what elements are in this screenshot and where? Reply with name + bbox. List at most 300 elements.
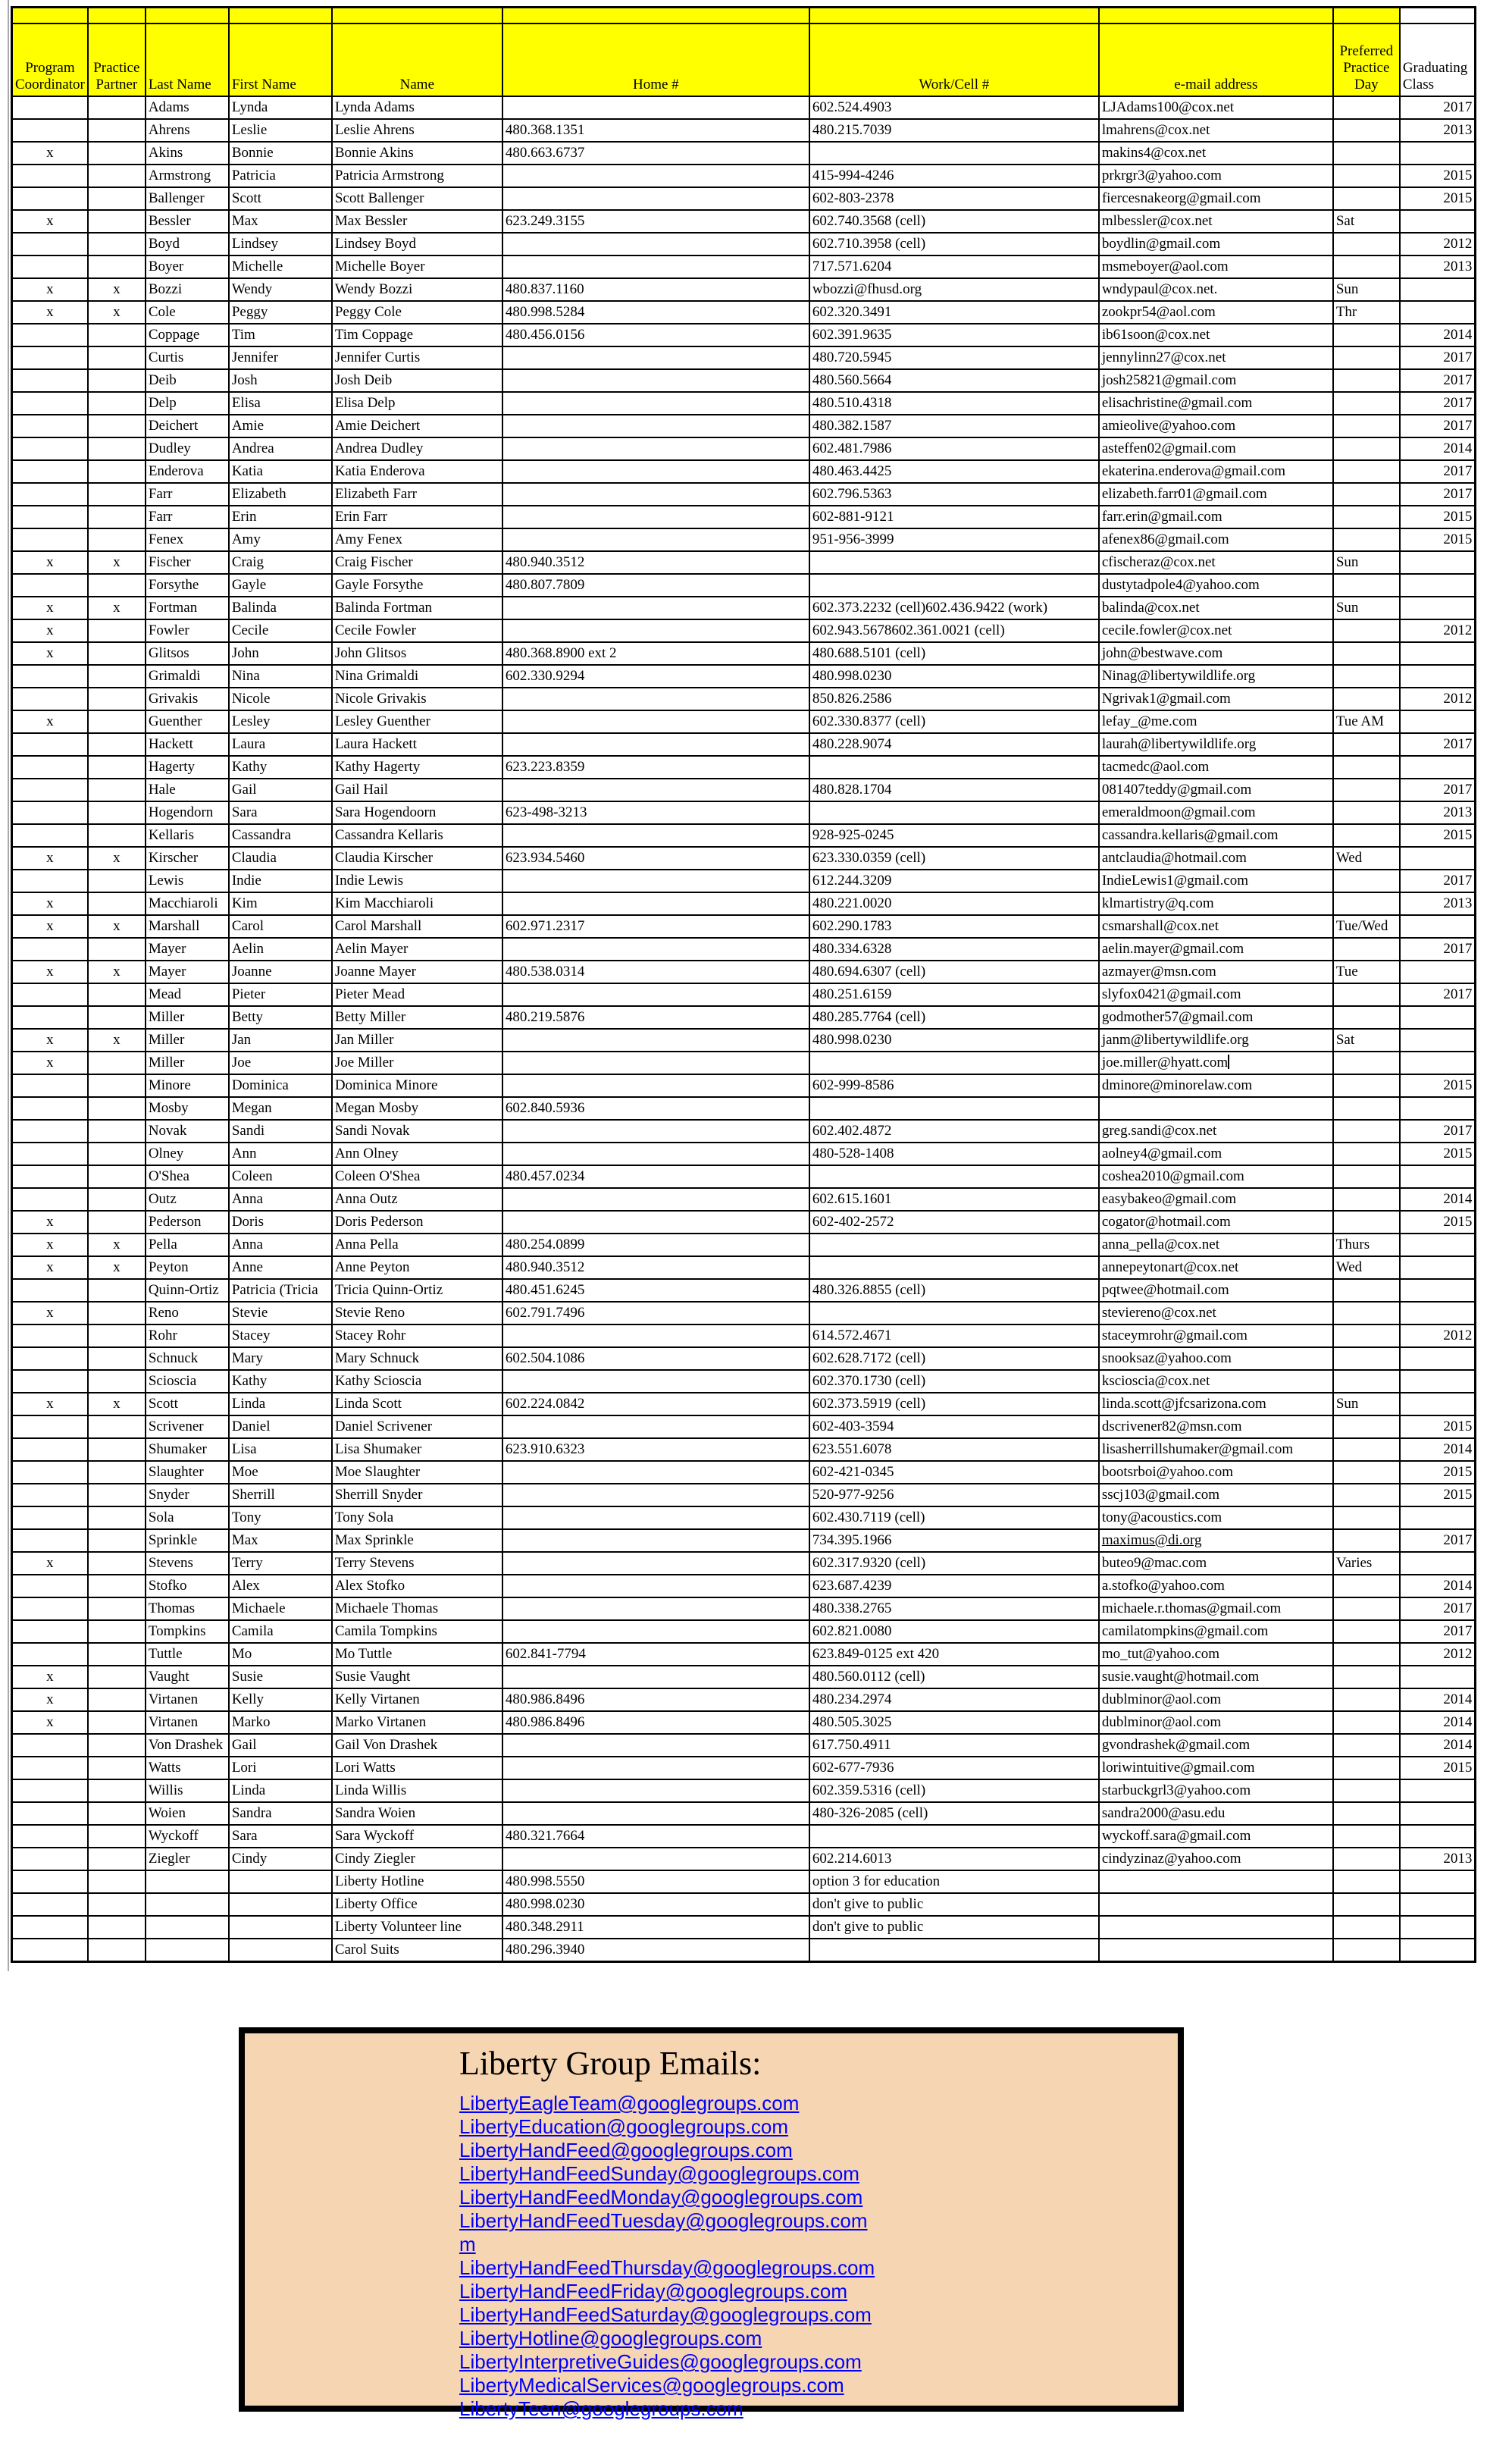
cell-practice-partner[interactable] — [88, 938, 146, 961]
cell-home-number[interactable] — [502, 710, 809, 733]
cell-email[interactable]: a.stofko@yahoo.com — [1099, 1575, 1333, 1597]
cell-first-name[interactable]: Lisa — [229, 1438, 332, 1461]
cell-graduating-class[interactable] — [1400, 278, 1476, 301]
cell-name[interactable]: Moe Slaughter — [332, 1461, 502, 1484]
cell-first-name[interactable]: Michelle — [229, 255, 332, 278]
cell-practice-partner[interactable] — [88, 1211, 146, 1234]
cell-program-coordinator[interactable] — [12, 1120, 88, 1143]
cell-practice-partner[interactable] — [88, 1916, 146, 1939]
cell-practice-partner[interactable] — [88, 1052, 146, 1074]
group-email-link[interactable]: LibertyEagleTeam@googlegroups.com — [459, 2092, 800, 2114]
cell-graduating-class[interactable] — [1400, 756, 1476, 779]
cell-first-name[interactable]: Peggy — [229, 301, 332, 324]
cell-practice-partner[interactable] — [88, 1279, 146, 1302]
cell-email[interactable]: greg.sandi@cox.net — [1099, 1120, 1333, 1143]
cell-program-coordinator[interactable]: x — [12, 1234, 88, 1256]
cell-preferred-day[interactable] — [1333, 574, 1400, 597]
cell-email[interactable] — [1099, 1916, 1333, 1939]
cell-preferred-day[interactable] — [1333, 1188, 1400, 1211]
top-spacer-cell-class[interactable] — [1400, 8, 1476, 24]
cell-home-number[interactable] — [502, 187, 809, 210]
cell-home-number[interactable]: 480.457.0234 — [502, 1165, 809, 1188]
cell-program-coordinator[interactable]: x — [12, 1029, 88, 1052]
cell-practice-partner[interactable]: x — [88, 597, 146, 619]
cell-last-name[interactable]: O'Shea — [146, 1165, 229, 1188]
cell-graduating-class[interactable]: 2017 — [1400, 346, 1476, 369]
cell-name[interactable]: Gayle Forsythe — [332, 574, 502, 597]
cell-name[interactable]: Craig Fischer — [332, 551, 502, 574]
cell-home-number[interactable]: 480.807.7809 — [502, 574, 809, 597]
cell-first-name[interactable]: Nicole — [229, 688, 332, 710]
cell-email[interactable]: dublminor@aol.com — [1099, 1688, 1333, 1711]
cell-preferred-day[interactable] — [1333, 1461, 1400, 1484]
group-email-link[interactable]: m — [459, 2233, 476, 2256]
cell-first-name[interactable]: Laura — [229, 733, 332, 756]
top-spacer-cell-day[interactable] — [1333, 8, 1400, 24]
cell-name[interactable]: Kelly Virtanen — [332, 1688, 502, 1711]
cell-graduating-class[interactable]: 2017 — [1400, 415, 1476, 437]
cell-last-name[interactable]: Delp — [146, 392, 229, 415]
cell-work-cell-number[interactable]: 480.505.3025 — [809, 1711, 1099, 1734]
cell-program-coordinator[interactable] — [12, 756, 88, 779]
cell-work-cell-number[interactable]: 480.338.2765 — [809, 1597, 1099, 1620]
group-email-link[interactable]: LibertyHandFeedThursday@googlegroups.com — [459, 2256, 875, 2279]
cell-last-name[interactable] — [146, 1870, 229, 1893]
cell-first-name[interactable]: Camila — [229, 1620, 332, 1643]
cell-practice-partner[interactable] — [88, 1939, 146, 1962]
cell-email[interactable]: bootsrboi@yahoo.com — [1099, 1461, 1333, 1484]
cell-work-cell-number[interactable]: 614.572.4671 — [809, 1324, 1099, 1347]
cell-last-name[interactable]: Adams — [146, 96, 229, 119]
cell-program-coordinator[interactable] — [12, 96, 88, 119]
cell-home-number[interactable]: 623.934.5460 — [502, 847, 809, 870]
cell-practice-partner[interactable] — [88, 187, 146, 210]
cell-work-cell-number[interactable]: 480.326.8855 (cell) — [809, 1279, 1099, 1302]
cell-home-number[interactable]: 480.296.3940 — [502, 1939, 809, 1962]
cell-name[interactable]: Sandi Novak — [332, 1120, 502, 1143]
cell-program-coordinator[interactable]: x — [12, 1711, 88, 1734]
cell-program-coordinator[interactable] — [12, 1802, 88, 1825]
cell-graduating-class[interactable]: 2017 — [1400, 983, 1476, 1006]
cell-graduating-class[interactable]: 2012 — [1400, 688, 1476, 710]
cell-home-number[interactable]: 602.840.5936 — [502, 1097, 809, 1120]
cell-email[interactable]: IndieLewis1@gmail.com — [1099, 870, 1333, 892]
cell-work-cell-number[interactable]: 602.330.8377 (cell) — [809, 710, 1099, 733]
group-email-link[interactable]: LibertyHotline@googlegroups.com — [459, 2327, 762, 2350]
cell-graduating-class[interactable]: 2017 — [1400, 779, 1476, 801]
cell-last-name[interactable] — [146, 1939, 229, 1962]
cell-last-name[interactable]: Pella — [146, 1234, 229, 1256]
cell-work-cell-number[interactable]: 520-977-9256 — [809, 1484, 1099, 1506]
cell-work-cell-number[interactable]: 480.560.5664 — [809, 369, 1099, 392]
cell-preferred-day[interactable] — [1333, 119, 1400, 142]
cell-preferred-day[interactable]: Sun — [1333, 278, 1400, 301]
cell-practice-partner[interactable]: x — [88, 915, 146, 938]
cell-email[interactable]: ekaterina.enderova@gmail.com — [1099, 460, 1333, 483]
cell-program-coordinator[interactable] — [12, 1370, 88, 1393]
cell-name[interactable]: Doris Pederson — [332, 1211, 502, 1234]
cell-graduating-class[interactable]: 2013 — [1400, 1848, 1476, 1870]
cell-home-number[interactable]: 480.837.1160 — [502, 278, 809, 301]
cell-program-coordinator[interactable]: x — [12, 278, 88, 301]
cell-first-name[interactable]: Linda — [229, 1393, 332, 1415]
cell-name[interactable]: Balinda Fortman — [332, 597, 502, 619]
cell-last-name[interactable]: Stofko — [146, 1575, 229, 1597]
cell-home-number[interactable] — [502, 1143, 809, 1165]
cell-home-number[interactable] — [502, 597, 809, 619]
cell-last-name[interactable]: Scott — [146, 1393, 229, 1415]
cell-last-name[interactable]: Mayer — [146, 961, 229, 983]
cell-email[interactable] — [1099, 1870, 1333, 1893]
cell-practice-partner[interactable] — [88, 1165, 146, 1188]
cell-name[interactable]: Katia Enderova — [332, 460, 502, 483]
cell-last-name[interactable]: Mayer — [146, 938, 229, 961]
cell-name[interactable]: Liberty Hotline — [332, 1870, 502, 1893]
cell-program-coordinator[interactable] — [12, 1620, 88, 1643]
cell-first-name[interactable]: Aelin — [229, 938, 332, 961]
cell-email[interactable]: susie.vaught@hotmail.com — [1099, 1666, 1333, 1688]
cell-work-cell-number[interactable] — [809, 1302, 1099, 1324]
cell-home-number[interactable] — [502, 392, 809, 415]
cell-email[interactable]: slyfox0421@gmail.com — [1099, 983, 1333, 1006]
cell-practice-partner[interactable] — [88, 1143, 146, 1165]
cell-name[interactable]: Lindsey Boyd — [332, 233, 502, 255]
cell-program-coordinator[interactable] — [12, 1916, 88, 1939]
cell-last-name[interactable]: Sola — [146, 1506, 229, 1529]
cell-preferred-day[interactable] — [1333, 1666, 1400, 1688]
cell-preferred-day[interactable]: Tue/Wed — [1333, 915, 1400, 938]
cell-home-number[interactable] — [502, 1802, 809, 1825]
cell-work-cell-number[interactable]: 602.373.2232 (cell)602.436.9422 (work) — [809, 597, 1099, 619]
cell-graduating-class[interactable] — [1400, 1256, 1476, 1279]
cell-email[interactable]: godmother57@gmail.com — [1099, 1006, 1333, 1029]
cell-work-cell-number[interactable]: 602.391.9635 — [809, 324, 1099, 346]
cell-graduating-class[interactable] — [1400, 665, 1476, 688]
cell-home-number[interactable] — [502, 1188, 809, 1211]
cell-preferred-day[interactable] — [1333, 1165, 1400, 1188]
cell-email[interactable]: josh25821@gmail.com — [1099, 369, 1333, 392]
cell-email[interactable]: anna_pella@cox.net — [1099, 1234, 1333, 1256]
cell-name[interactable]: Liberty Office — [332, 1893, 502, 1916]
cell-work-cell-number[interactable]: 480.221.0020 — [809, 892, 1099, 915]
cell-work-cell-number[interactable]: 602.402.4872 — [809, 1120, 1099, 1143]
cell-practice-partner[interactable] — [88, 1870, 146, 1893]
cell-email[interactable]: staceymrohr@gmail.com — [1099, 1324, 1333, 1347]
cell-name[interactable]: Lisa Shumaker — [332, 1438, 502, 1461]
cell-preferred-day[interactable] — [1333, 1779, 1400, 1802]
cell-preferred-day[interactable] — [1333, 688, 1400, 710]
cell-graduating-class[interactable] — [1400, 1893, 1476, 1916]
cell-practice-partner[interactable] — [88, 1802, 146, 1825]
cell-email[interactable]: kscioscia@cox.net — [1099, 1370, 1333, 1393]
cell-graduating-class[interactable]: 2012 — [1400, 1643, 1476, 1666]
cell-last-name[interactable]: Watts — [146, 1757, 229, 1779]
cell-program-coordinator[interactable]: x — [12, 1666, 88, 1688]
cell-email[interactable]: lisasherrillshumaker@gmail.com — [1099, 1438, 1333, 1461]
cell-last-name[interactable]: Miller — [146, 1029, 229, 1052]
cell-last-name[interactable]: Farr — [146, 506, 229, 528]
cell-name[interactable]: Scott Ballenger — [332, 187, 502, 210]
cell-graduating-class[interactable]: 2017 — [1400, 1529, 1476, 1552]
cell-email[interactable]: cassandra.kellaris@gmail.com — [1099, 824, 1333, 847]
cell-first-name[interactable]: Max — [229, 1529, 332, 1552]
cell-program-coordinator[interactable] — [12, 1165, 88, 1188]
cell-last-name[interactable]: Miller — [146, 1006, 229, 1029]
cell-email[interactable]: john@bestwave.com — [1099, 642, 1333, 665]
cell-name[interactable]: Nicole Grivakis — [332, 688, 502, 710]
cell-name[interactable]: Tim Coppage — [332, 324, 502, 346]
cell-home-number[interactable]: 602.224.0842 — [502, 1393, 809, 1415]
cell-first-name[interactable]: Kelly — [229, 1688, 332, 1711]
cell-first-name[interactable]: Linda — [229, 1779, 332, 1802]
group-email-link[interactable]: LibertyHandFeedTuesday@googlegroups.com — [459, 2209, 868, 2232]
cell-graduating-class[interactable] — [1400, 597, 1476, 619]
cell-first-name[interactable]: Anne — [229, 1256, 332, 1279]
cell-last-name[interactable]: Bessler — [146, 210, 229, 233]
cell-preferred-day[interactable] — [1333, 1438, 1400, 1461]
cell-last-name[interactable]: Farr — [146, 483, 229, 506]
cell-first-name[interactable]: Sandi — [229, 1120, 332, 1143]
cell-last-name[interactable]: Dudley — [146, 437, 229, 460]
cell-first-name[interactable]: Amy — [229, 528, 332, 551]
top-spacer-cell-pp[interactable] — [88, 8, 146, 24]
cell-graduating-class[interactable]: 2013 — [1400, 801, 1476, 824]
cell-name[interactable]: Max Sprinkle — [332, 1529, 502, 1552]
cell-practice-partner[interactable] — [88, 1734, 146, 1757]
cell-last-name[interactable]: Hogendorn — [146, 801, 229, 824]
cell-last-name[interactable]: Hale — [146, 779, 229, 801]
cell-practice-partner[interactable] — [88, 1347, 146, 1370]
cell-first-name[interactable]: Tim — [229, 324, 332, 346]
cell-practice-partner[interactable] — [88, 1643, 146, 1666]
cell-email[interactable]: klmartistry@q.com — [1099, 892, 1333, 915]
cell-preferred-day[interactable] — [1333, 824, 1400, 847]
cell-name[interactable]: Laura Hackett — [332, 733, 502, 756]
cell-home-number[interactable]: 623.249.3155 — [502, 210, 809, 233]
cell-graduating-class[interactable] — [1400, 574, 1476, 597]
cell-email[interactable]: mo_tut@yahoo.com — [1099, 1643, 1333, 1666]
cell-last-name[interactable]: Virtanen — [146, 1711, 229, 1734]
cell-work-cell-number[interactable]: 415-994-4246 — [809, 165, 1099, 187]
cell-first-name[interactable]: Claudia — [229, 847, 332, 870]
cell-practice-partner[interactable] — [88, 1552, 146, 1575]
cell-graduating-class[interactable]: 2014 — [1400, 1575, 1476, 1597]
cell-program-coordinator[interactable] — [12, 1643, 88, 1666]
cell-name[interactable]: Kathy Hagerty — [332, 756, 502, 779]
cell-graduating-class[interactable]: 2014 — [1400, 437, 1476, 460]
cell-practice-partner[interactable]: x — [88, 551, 146, 574]
cell-work-cell-number[interactable]: 602-881-9121 — [809, 506, 1099, 528]
cell-work-cell-number[interactable]: 602.740.3568 (cell) — [809, 210, 1099, 233]
cell-email[interactable]: dustytadpole4@yahoo.com — [1099, 574, 1333, 597]
cell-program-coordinator[interactable] — [12, 392, 88, 415]
cell-program-coordinator[interactable] — [12, 437, 88, 460]
cell-email[interactable]: zookpr54@aol.com — [1099, 301, 1333, 324]
cell-last-name[interactable]: Wyckoff — [146, 1825, 229, 1848]
cell-home-number[interactable] — [502, 824, 809, 847]
cell-first-name[interactable]: Susie — [229, 1666, 332, 1688]
cell-practice-partner[interactable] — [88, 756, 146, 779]
cell-first-name[interactable]: Wendy — [229, 278, 332, 301]
cell-home-number[interactable] — [502, 870, 809, 892]
cell-email[interactable]: LJAdams100@cox.net — [1099, 96, 1333, 119]
cell-preferred-day[interactable]: Thurs — [1333, 1234, 1400, 1256]
column-header-day[interactable]: Preferred Practice Day — [1333, 24, 1400, 96]
cell-practice-partner[interactable] — [88, 1006, 146, 1029]
cell-graduating-class[interactable]: 2015 — [1400, 824, 1476, 847]
cell-practice-partner[interactable] — [88, 1825, 146, 1848]
group-email-link[interactable]: LibertyHandFeed@googlegroups.com — [459, 2139, 793, 2161]
cell-work-cell-number[interactable]: 602-803-2378 — [809, 187, 1099, 210]
cell-program-coordinator[interactable] — [12, 1939, 88, 1962]
cell-name[interactable]: Linda Willis — [332, 1779, 502, 1802]
cell-program-coordinator[interactable]: x — [12, 961, 88, 983]
cell-preferred-day[interactable] — [1333, 142, 1400, 165]
cell-home-number[interactable] — [502, 369, 809, 392]
cell-name[interactable]: Cecile Fowler — [332, 619, 502, 642]
cell-preferred-day[interactable] — [1333, 1711, 1400, 1734]
cell-name[interactable]: Anne Peyton — [332, 1256, 502, 1279]
cell-home-number[interactable] — [502, 619, 809, 642]
cell-work-cell-number[interactable]: 717.571.6204 — [809, 255, 1099, 278]
cell-home-number[interactable] — [502, 346, 809, 369]
cell-last-name[interactable]: Mosby — [146, 1097, 229, 1120]
cell-work-cell-number[interactable]: 602.710.3958 (cell) — [809, 233, 1099, 255]
cell-home-number[interactable] — [502, 1552, 809, 1575]
cell-email[interactable]: lmahrens@cox.net — [1099, 119, 1333, 142]
column-header-work[interactable]: Work/Cell # — [809, 24, 1099, 96]
cell-email[interactable]: aelin.mayer@gmail.com — [1099, 938, 1333, 961]
cell-home-number[interactable] — [502, 688, 809, 710]
cell-email[interactable]: 081407teddy@gmail.com — [1099, 779, 1333, 801]
cell-program-coordinator[interactable] — [12, 324, 88, 346]
cell-last-name[interactable]: Macchiaroli — [146, 892, 229, 915]
cell-program-coordinator[interactable] — [12, 1734, 88, 1757]
cell-last-name[interactable]: Fowler — [146, 619, 229, 642]
cell-name[interactable]: Peggy Cole — [332, 301, 502, 324]
cell-name[interactable]: Carol Suits — [332, 1939, 502, 1962]
cell-work-cell-number[interactable]: 480.998.0230 — [809, 665, 1099, 688]
cell-last-name[interactable]: Stevens — [146, 1552, 229, 1575]
cell-email[interactable]: fiercesnakeorg@gmail.com — [1099, 187, 1333, 210]
cell-first-name[interactable]: Lindsey — [229, 233, 332, 255]
cell-graduating-class[interactable] — [1400, 961, 1476, 983]
cell-graduating-class[interactable]: 2014 — [1400, 1438, 1476, 1461]
cell-work-cell-number[interactable] — [809, 1165, 1099, 1188]
cell-preferred-day[interactable] — [1333, 415, 1400, 437]
cell-last-name[interactable]: Scrivener — [146, 1415, 229, 1438]
cell-graduating-class[interactable] — [1400, 210, 1476, 233]
cell-preferred-day[interactable] — [1333, 938, 1400, 961]
cell-practice-partner[interactable] — [88, 437, 146, 460]
cell-last-name[interactable]: Grimaldi — [146, 665, 229, 688]
cell-graduating-class[interactable] — [1400, 1165, 1476, 1188]
cell-name[interactable]: Michelle Boyer — [332, 255, 502, 278]
cell-email[interactable]: loriwintuitive@gmail.com — [1099, 1757, 1333, 1779]
cell-name[interactable]: Erin Farr — [332, 506, 502, 528]
cell-first-name[interactable]: Gail — [229, 1734, 332, 1757]
cell-work-cell-number[interactable]: 480.285.7764 (cell) — [809, 1006, 1099, 1029]
top-spacer-cell-last[interactable] — [146, 8, 229, 24]
cell-first-name[interactable]: Max — [229, 210, 332, 233]
cell-name[interactable]: Joanne Mayer — [332, 961, 502, 983]
cell-preferred-day[interactable] — [1333, 1529, 1400, 1552]
cell-home-number[interactable]: 480.998.5284 — [502, 301, 809, 324]
cell-practice-partner[interactable] — [88, 1620, 146, 1643]
cell-email[interactable]: gvondrashek@gmail.com — [1099, 1734, 1333, 1757]
cell-email[interactable]: csmarshall@cox.net — [1099, 915, 1333, 938]
cell-graduating-class[interactable] — [1400, 915, 1476, 938]
cell-email[interactable]: Ninag@libertywildlife.org — [1099, 665, 1333, 688]
cell-graduating-class[interactable]: 2012 — [1400, 619, 1476, 642]
cell-home-number[interactable] — [502, 733, 809, 756]
cell-name[interactable]: Marko Virtanen — [332, 1711, 502, 1734]
cell-practice-partner[interactable] — [88, 1597, 146, 1620]
group-email-link[interactable]: LibertyTeen@googlegroups.com — [459, 2397, 744, 2420]
cell-home-number[interactable] — [502, 1529, 809, 1552]
cell-preferred-day[interactable] — [1333, 892, 1400, 915]
cell-name[interactable]: Dominica Minore — [332, 1074, 502, 1097]
cell-first-name[interactable]: Sandra — [229, 1802, 332, 1825]
cell-work-cell-number[interactable]: 602.317.9320 (cell) — [809, 1552, 1099, 1575]
cell-last-name[interactable] — [146, 1893, 229, 1916]
cell-name[interactable]: Terry Stevens — [332, 1552, 502, 1575]
cell-email[interactable]: steviereno@cox.net — [1099, 1302, 1333, 1324]
cell-preferred-day[interactable] — [1333, 733, 1400, 756]
cell-work-cell-number[interactable] — [809, 1939, 1099, 1962]
cell-graduating-class[interactable] — [1400, 642, 1476, 665]
cell-last-name[interactable]: Tuttle — [146, 1643, 229, 1666]
cell-preferred-day[interactable]: Tue AM — [1333, 710, 1400, 733]
cell-preferred-day[interactable] — [1333, 1484, 1400, 1506]
cell-email[interactable]: dminore@minorelaw.com — [1099, 1074, 1333, 1097]
cell-program-coordinator[interactable] — [12, 1506, 88, 1529]
group-email-link[interactable]: LibertyHandFeedSunday@googlegroups.com — [459, 2162, 859, 2185]
cell-practice-partner[interactable] — [88, 324, 146, 346]
cell-graduating-class[interactable] — [1400, 1370, 1476, 1393]
cell-practice-partner[interactable] — [88, 210, 146, 233]
cell-program-coordinator[interactable]: x — [12, 210, 88, 233]
cell-email[interactable] — [1099, 1097, 1333, 1120]
cell-home-number[interactable] — [502, 1597, 809, 1620]
cell-graduating-class[interactable] — [1400, 1802, 1476, 1825]
cell-name[interactable]: Sandra Woien — [332, 1802, 502, 1825]
cell-preferred-day[interactable] — [1333, 1620, 1400, 1643]
cell-home-number[interactable]: 602.330.9294 — [502, 665, 809, 688]
cell-practice-partner[interactable] — [88, 1666, 146, 1688]
cell-practice-partner[interactable] — [88, 1575, 146, 1597]
cell-last-name[interactable]: Fischer — [146, 551, 229, 574]
cell-preferred-day[interactable] — [1333, 1870, 1400, 1893]
cell-first-name[interactable]: Kathy — [229, 756, 332, 779]
cell-first-name[interactable]: Patricia (Tricia — [229, 1279, 332, 1302]
cell-home-number[interactable] — [502, 528, 809, 551]
cell-first-name[interactable]: Bonnie — [229, 142, 332, 165]
cell-first-name[interactable]: John — [229, 642, 332, 665]
cell-first-name[interactable]: Daniel — [229, 1415, 332, 1438]
cell-preferred-day[interactable] — [1333, 756, 1400, 779]
cell-program-coordinator[interactable] — [12, 233, 88, 255]
cell-home-number[interactable] — [502, 1120, 809, 1143]
cell-work-cell-number[interactable]: 480.334.6328 — [809, 938, 1099, 961]
cell-preferred-day[interactable] — [1333, 1211, 1400, 1234]
cell-last-name[interactable]: Hagerty — [146, 756, 229, 779]
cell-first-name[interactable]: Sherrill — [229, 1484, 332, 1506]
cell-work-cell-number[interactable]: 480.234.2974 — [809, 1688, 1099, 1711]
cell-home-number[interactable]: 480.538.0314 — [502, 961, 809, 983]
cell-graduating-class[interactable]: 2015 — [1400, 506, 1476, 528]
cell-work-cell-number[interactable]: 602.214.6013 — [809, 1848, 1099, 1870]
